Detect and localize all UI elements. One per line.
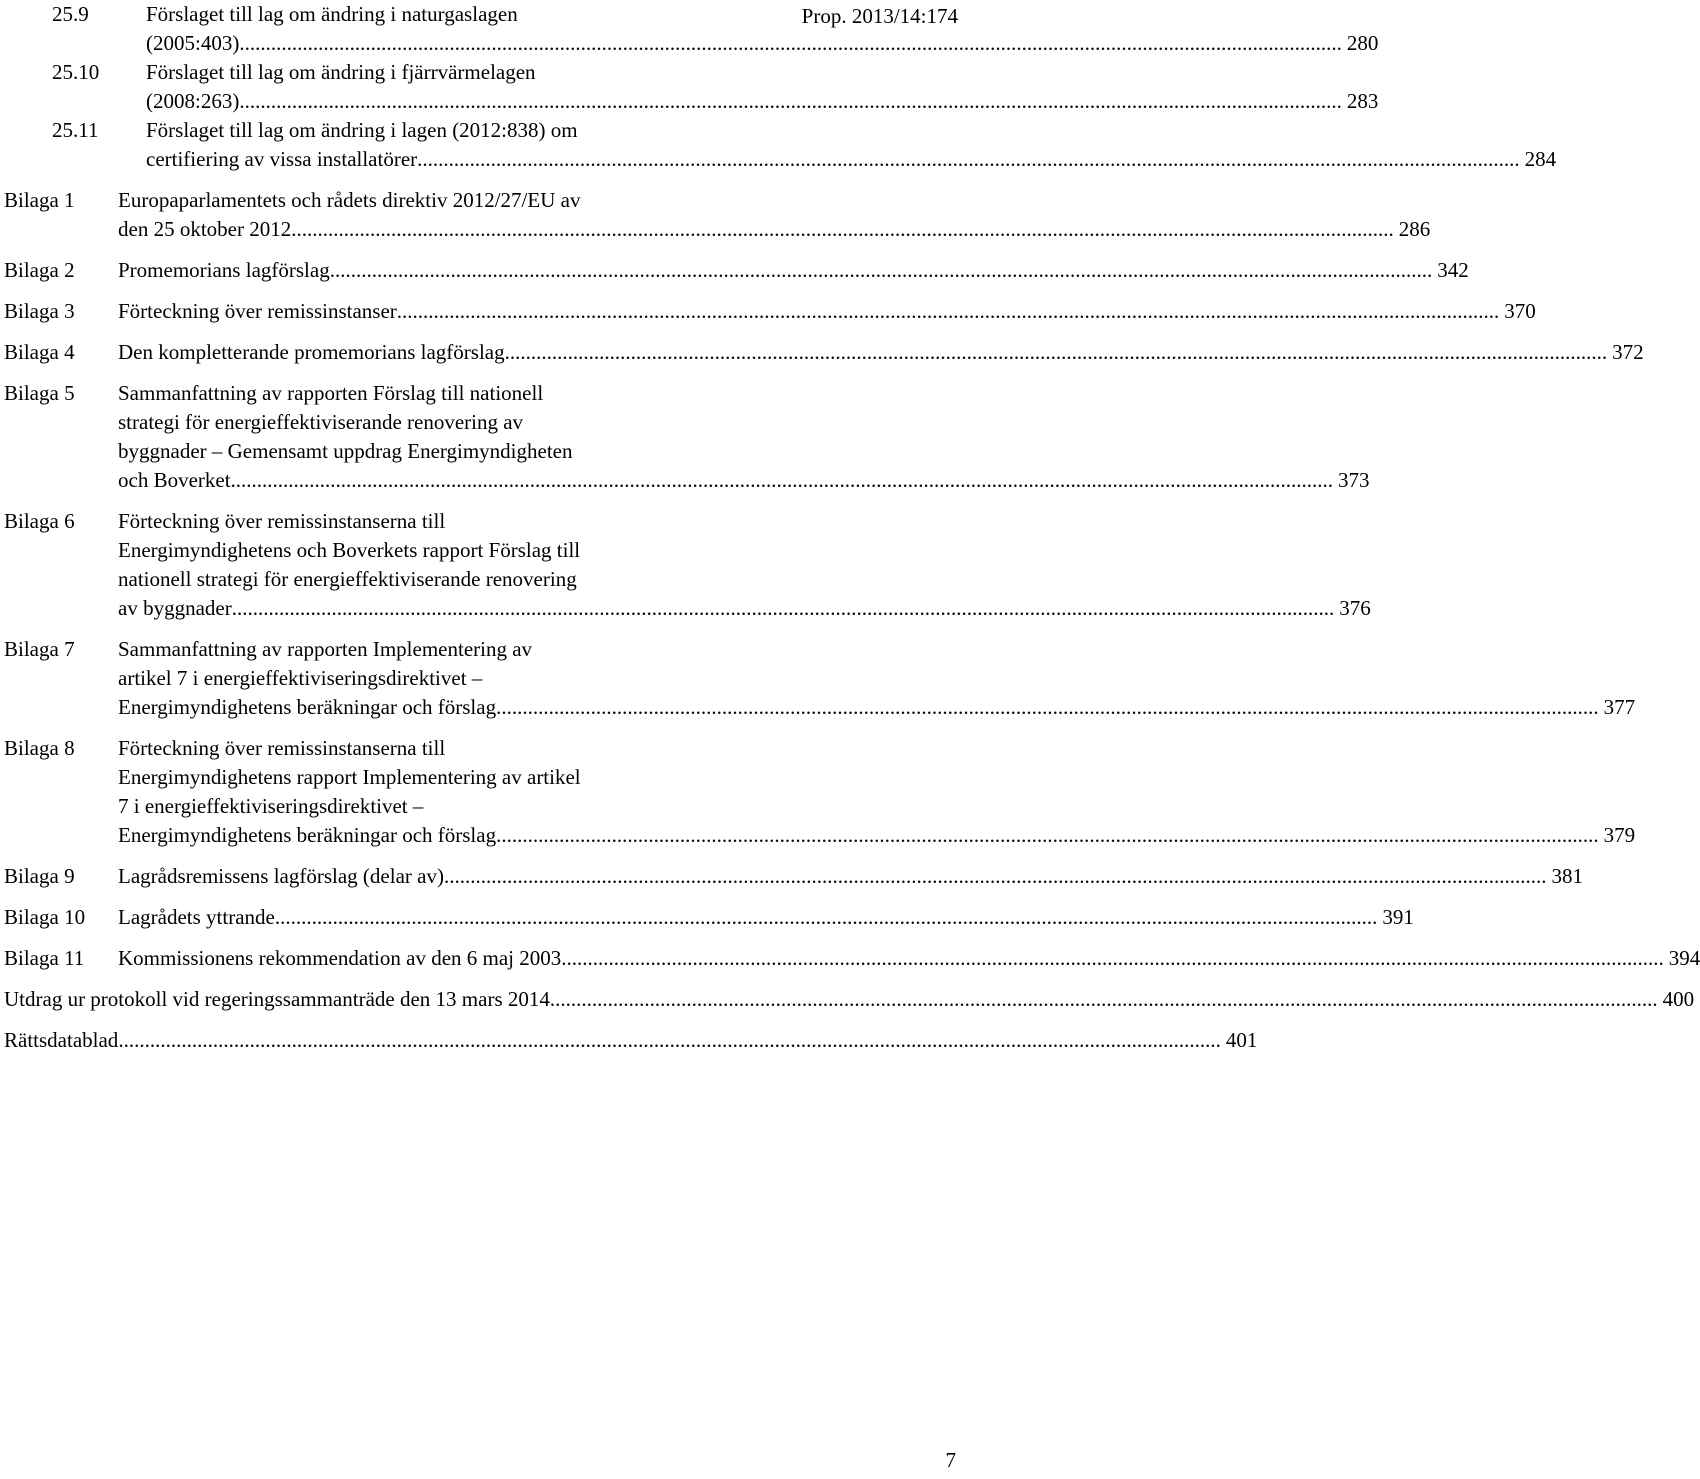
toc-page-number: 372 [1612,340,1644,364]
toc-last-line [118,821,1636,850]
page-number: 7 [945,1448,956,1472]
toc-page-number: 401 [1225,1028,1258,1052]
toc-title-line: Energimyndighetens och Boverkets rapport Förslag till [118,538,581,562]
toc-entry-number: Bilaga 6 [4,509,75,533]
toc-appendix-entry [0,338,1644,367]
toc-appendix-entry [0,903,1414,932]
toc-leader-dots: .................................................................................................................................................................................................................. [417,147,1520,171]
toc-entry-number: 25.9 [52,2,89,26]
toc-last-line [4,985,1695,1014]
toc-last-line [146,87,1379,116]
toc-title-text: Lagrådsremissens lagförslag (delar av) [118,864,444,888]
toc-entry-title [118,734,1636,850]
toc-entry-number: Bilaga 7 [4,637,75,661]
toc-title-text: Energimyndighetens beräkningar och förslag [118,823,497,847]
toc-leader-dots: .................................................................................................................................................................................................................. [504,340,1608,364]
toc-title-text: Rättsdatablad [4,1028,119,1052]
toc-entry-title [118,507,1371,623]
toc-entry-number: Bilaga 1 [4,188,75,212]
toc-leader-dots: .................................................................................................................................................................................................................. [329,258,1433,282]
toc-page-number: 284 [1524,147,1557,171]
toc-page-number: 370 [1504,299,1536,323]
toc-leader-dots: .................................................................................................................................................................................................................. [291,217,1394,241]
toc-entry-number: Bilaga 11 [4,946,85,970]
toc-entry-title [118,903,1414,932]
toc-page-number: 377 [1603,695,1636,719]
toc-leader-dots: .................................................................................................................................................................................................................. [555,987,1658,1011]
toc-title-line: Energimyndighetens rapport Implementering av artikel [118,765,581,789]
toc-last-line [4,1026,1258,1055]
toc-title-text: Utdrag ur protokoll vid regeringssammanträde den 13 mars 2014. [4,987,556,1011]
toc-title-text: av byggnader [118,596,232,620]
toc-title-line: nationell strategi för energieffektiviserande renovering [118,567,577,591]
toc-page-number: 342 [1437,258,1469,282]
toc-appendix-entry [0,944,1700,973]
toc-leader-dots: .................................................................................................................................................................................................................. [239,31,1342,55]
toc-entry-number: 25.11 [52,118,99,142]
toc-leader-dots: .................................................................................................................................................................................................................. [118,1028,1221,1052]
toc-title-line: Förteckning över remissinstanserna till [118,509,446,533]
toc-entry-number: Bilaga 9 [4,864,75,888]
toc-entry-title [118,256,1469,285]
toc-title-text: Lagrådets yttrande [118,905,275,929]
toc-title-line: Sammanfattning av rapporten Implementering av [118,637,533,661]
toc-title-text: certifiering av vissa installatörer [146,147,418,171]
toc-title-line: artikel 7 i energieffektiviseringsdirektivet – [118,666,483,690]
toc-page-number: 286 [1398,217,1431,241]
toc-title-line: byggnader – Gemensamt uppdrag Energimyndigheten [118,439,573,463]
toc-title-text: (2005:403) [146,31,240,55]
toc-appendix-entry [0,186,1431,244]
toc-entry-number: Bilaga 2 [4,258,75,282]
toc-last-line [118,944,1700,973]
toc-last-line [118,594,1371,623]
toc-last-line [118,693,1636,722]
toc-entry-title [118,944,1700,973]
toc-entry-title [118,635,1636,722]
toc-page-number: 373 [1338,468,1370,492]
toc-plain-entry [4,985,1695,1014]
toc-leader-dots: .................................................................................................................................................................................................................. [396,299,1500,323]
toc-page-number: 400 [1662,987,1695,1011]
toc-last-line [118,297,1536,326]
toc-entry-title [146,116,1557,174]
toc-appendix-entry [0,256,1469,285]
toc-page-number: 280 [1346,31,1379,55]
toc-entry-number: Bilaga 10 [4,905,86,929]
toc-appendix-entry [0,297,1536,326]
toc-title-line: Förteckning över remissinstanserna till [118,736,446,760]
toc-last-line [146,145,1557,174]
toc-title-line: Förslaget till lag om ändring i fjärrvärmelagen [146,60,536,84]
toc-entry-number: Bilaga 5 [4,381,75,405]
toc-entry-title [118,379,1370,495]
toc-last-line [118,256,1469,285]
toc-last-line [118,903,1414,932]
toc-title-line: Förslaget till lag om ändring i naturgaslagen [146,2,518,26]
toc-last-line [118,338,1644,367]
toc-plain-entry [4,1026,1258,1055]
toc-last-line [118,215,1431,244]
toc-appendix-entry [0,507,1371,623]
toc-title-text: Den kompletterande promemorians lagförslag [118,340,505,364]
toc-page-number: 376 [1339,596,1371,620]
toc-entry-title [118,862,1583,891]
toc-leader-dots: .................................................................................................................................................................................................................. [561,946,1664,970]
toc-page-number: 381 [1551,864,1583,888]
toc-appendix-entry [0,379,1370,495]
toc-entry-title [146,58,1379,116]
toc-title-text: Förteckning över remissinstanser [118,299,397,323]
toc-appendix-entry [0,862,1583,891]
toc-title-line: Sammanfattning av rapporten Förslag till nationell [118,381,544,405]
toc-leader-dots: .................................................................................................................................................................................................................. [239,89,1342,113]
toc-title-line: Förslaget till lag om ändring i lagen (2012:838) om [146,118,578,142]
toc-leader-dots: .................................................................................................................................................................................................................. [496,823,1599,847]
toc-title-text: den 25 oktober 2012 [118,217,292,241]
toc-entry-number: Bilaga 4 [4,340,75,364]
toc-page-number: 391 [1382,905,1414,929]
toc-appendix-entry [0,734,1636,850]
toc-appendix-entry [0,635,1636,722]
toc-leader-dots: .................................................................................................................................................................................................................. [496,695,1599,719]
toc-entry-title [118,338,1644,367]
toc-leader-dots: .................................................................................................................................................................................................................. [443,864,1547,888]
toc-leader-dots: .................................................................................................................................................................................................................. [274,905,1378,929]
toc-entry-title [118,186,1431,244]
toc-entry-number: 25.10 [52,60,100,84]
toc-last-line [118,862,1583,891]
toc-title-line: strategi för energieffektiviserande renovering av [118,410,524,434]
toc-entry-number: Bilaga 3 [4,299,75,323]
toc-section-entry [0,58,1379,116]
toc-entry-number: Bilaga 8 [4,736,75,760]
toc-page-number: 283 [1346,89,1379,113]
toc-leader-dots: .................................................................................................................................................................................................................. [231,596,1335,620]
toc-title-text: Promemorians lagförslag [118,258,330,282]
toc-title-text: (2008:263) [146,89,240,113]
document-header: Prop. 2013/14:174 [801,4,958,28]
toc-title-text: och Boverket [118,468,231,492]
toc-section-entry [0,116,1557,174]
toc-last-line [118,466,1370,495]
toc-entry-title [118,297,1536,326]
toc-title-text: Kommissionens rekommendation av den 6 maj 2003 [118,946,562,970]
toc-leader-dots: .................................................................................................................................................................................................................. [230,468,1334,492]
toc-title-text: Energimyndighetens beräkningar och förslag [118,695,497,719]
toc-last-line [146,29,1379,58]
toc-page-number: 394 [1668,946,1700,970]
toc-page-number: 379 [1603,823,1636,847]
toc-title-line: 7 i energieffektiviseringsdirektivet – [118,794,424,818]
toc-title-line: Europaparlamentets och rådets direktiv 2012/27/EU av [118,188,581,212]
